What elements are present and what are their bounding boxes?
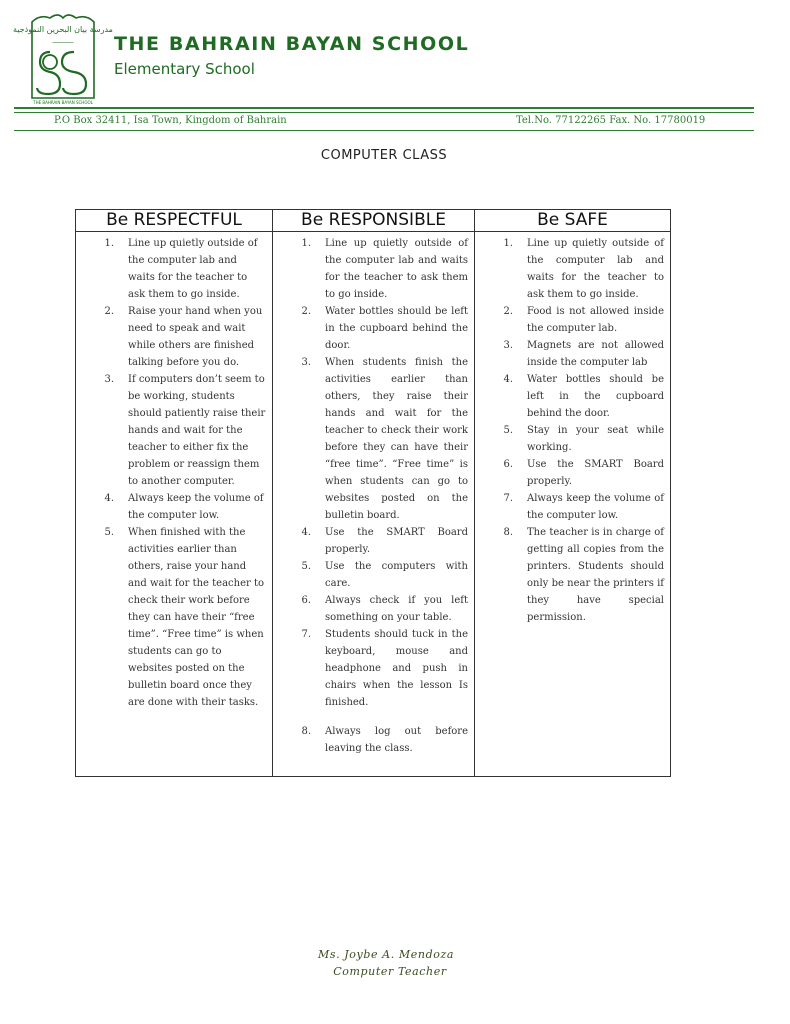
list-item: 3. If computers don’t seem to be working, students should patiently raise their hands and wait for the teacher to either fix the problem or reassign them to another computer.: [104, 374, 266, 487]
svg-text:―――: ―――: [52, 38, 74, 46]
list-item: 5. When finished with the activities earlier than others, raise your hand and wait for the teacher to check their work before they can have their “free time”. “Free time” is when students can go to websites posted on the bulletin board once they are done with their tasks.: [104, 527, 264, 708]
column-heading: Be RESPECTFUL: [76, 210, 272, 232]
list-item: 8. Always log out before leaving the class.: [301, 726, 468, 754]
school-subtitle: Elementary School: [114, 60, 255, 78]
logo-arabic-text: مدرسة بيان البحرين النموذجية: [13, 25, 113, 34]
document-title: COMPUTER CLASS: [320, 148, 448, 163]
list-item: 6. Always check if you left something on your table.: [301, 595, 468, 623]
list-item: 3. Magnets are not allowed inside the computer lab: [503, 340, 664, 368]
list-item: 1. Line up quietly outside of the computer lab and waits for the teacher to ask them to go inside.: [301, 238, 468, 300]
school-name: THE BAHRAIN BAYAN SCHOOL: [114, 33, 470, 55]
teacher-role: Computer Teacher: [333, 965, 447, 978]
list-item: 7. Always keep the volume of the computer low.: [503, 493, 664, 521]
rule-list: [475, 232, 670, 626]
list-item: 4. Use the SMART Board properly.: [301, 527, 468, 555]
school-logo-icon: [13, 12, 113, 106]
rules-table: [75, 209, 671, 777]
list-item: 1. Line up quietly outside of the computer lab and waits for the teacher to ask them to go inside.: [104, 238, 258, 300]
rule-list: [273, 232, 474, 757]
list-item: 2. Raise your hand when you need to speak and wait while others are finished talking before you do.: [104, 306, 263, 368]
list-item: 2. Food is not allowed inside the computer lab.: [503, 306, 664, 334]
list-item: 4. Water bottles should be left in the cupboard behind the door.: [503, 374, 664, 419]
column-heading: Be SAFE: [475, 210, 670, 232]
list-item: 6. Use the SMART Board properly.: [503, 459, 664, 487]
list-item: 7. Students should tuck in the keyboard, mouse and headphone and push in chairs when the lesson Is finished.: [301, 629, 468, 708]
rule-list: [76, 232, 272, 711]
list-item: 8. The teacher is in charge of getting all copies from the printers. Students should only be near the printers if they have special permission.: [503, 527, 664, 623]
header-divider-thin: [14, 112, 754, 113]
logo-caption: THE BAHRAIN BAYAN SCHOOL: [33, 100, 93, 105]
list-item: 2. Water bottles should be left in the cupboard behind the door.: [301, 306, 468, 351]
column-responsible: [272, 210, 474, 776]
column-safe: [474, 210, 670, 776]
teacher-name: Ms. Joybe A. Mendoza: [317, 948, 454, 961]
list-item: 3. When students finish the activities earlier than others, they raise their hands and wait for the teacher to check their work before they can have their “free time”. “Free time” is when students can go to websites posted on the bulletin board.: [301, 357, 468, 521]
list-item: 1. Line up quietly outside of the computer lab and waits for the teacher to ask them to go inside.: [503, 238, 664, 300]
list-item: 5. Stay in your seat while working.: [503, 425, 664, 453]
list-item: 5. Use the computers with care.: [301, 561, 468, 589]
header-divider-bottom: [14, 130, 754, 131]
header-divider-top: [14, 107, 754, 109]
school-address: P.O Box 32411, Isa Town, Kingdom of Bahrain: [54, 115, 287, 126]
column-respectful: [76, 210, 272, 776]
list-item: 4. Always keep the volume of the computer low.: [104, 493, 264, 521]
school-contact: Tel.No. 77122265 Fax. No. 17780019: [516, 115, 706, 126]
column-heading: Be RESPONSIBLE: [273, 210, 474, 232]
